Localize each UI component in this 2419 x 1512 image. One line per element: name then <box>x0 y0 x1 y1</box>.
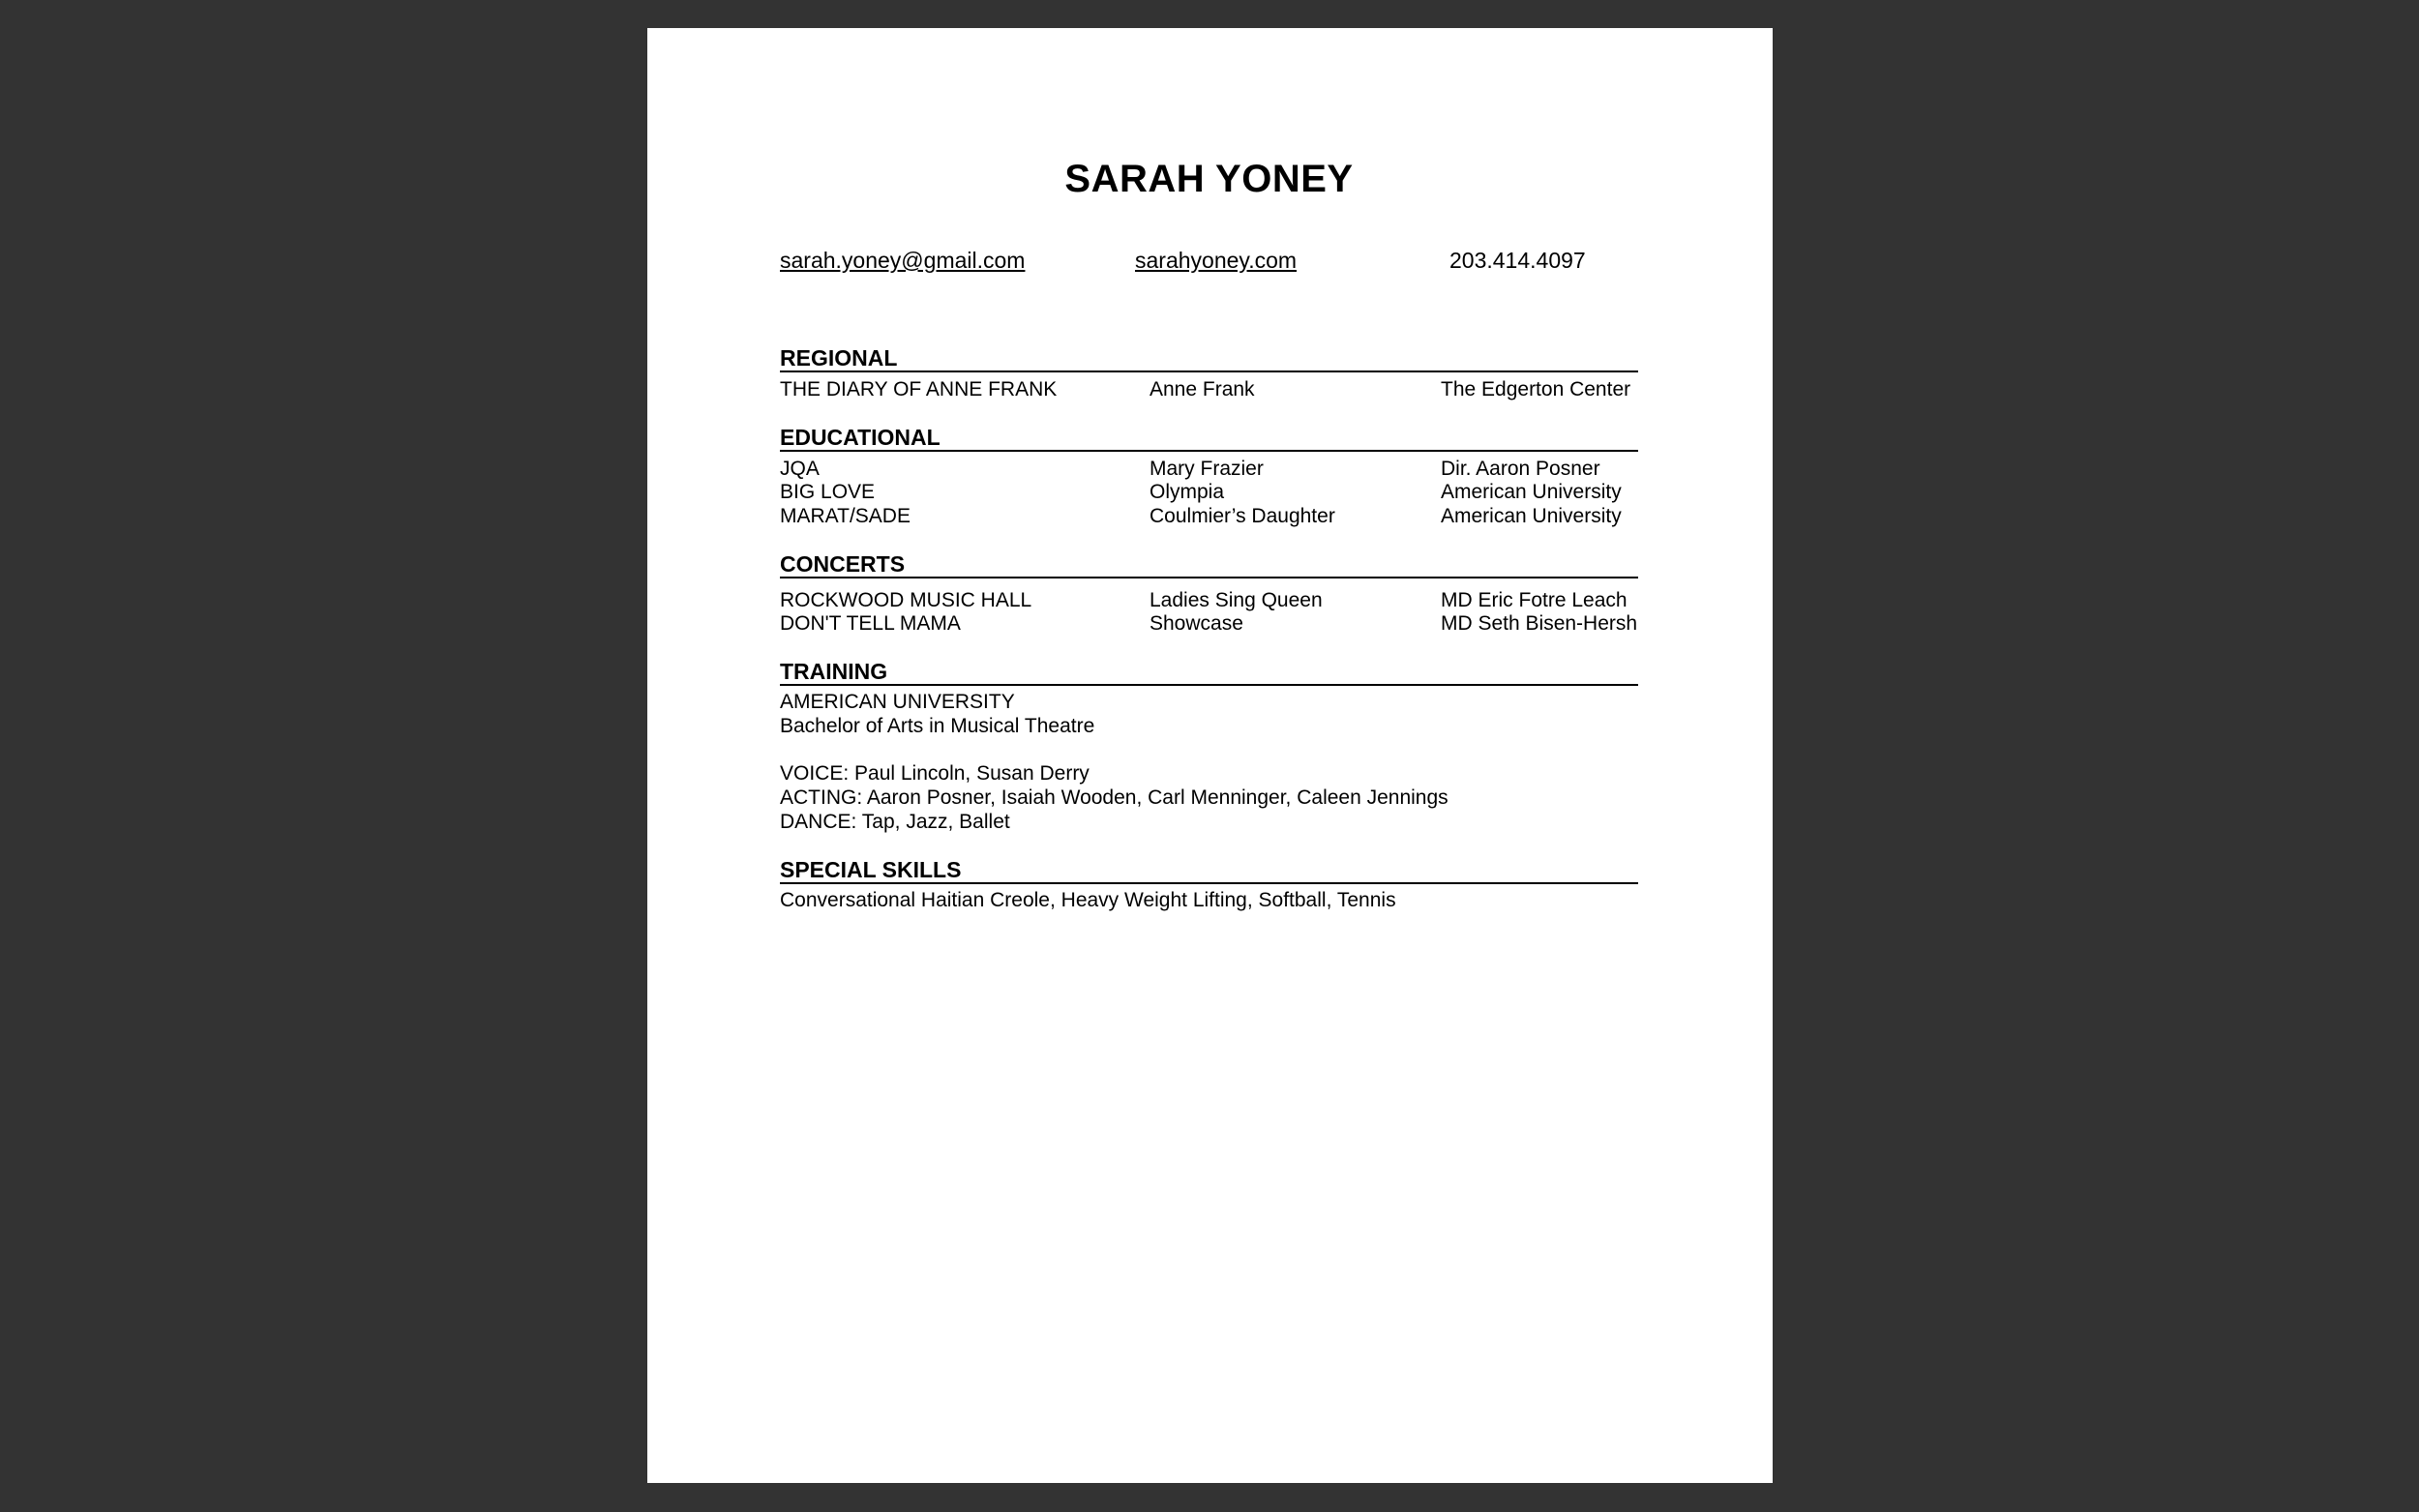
credit-role: Ladies Sing Queen <box>1150 589 1323 611</box>
credit-venue: American University <box>1441 481 1622 503</box>
training-degree: Bachelor of Arts in Musical Theatre <box>780 715 1095 737</box>
training-acting: ACTING: Aaron Posner, Isaiah Wooden, Carl Menninger, Caleen Jennings <box>780 786 1448 809</box>
resume-page <box>647 28 1773 1483</box>
credit-role: Showcase <box>1150 612 1243 635</box>
credit-show: THE DIARY OF ANNE FRANK <box>780 378 1058 400</box>
credit-show: DON'T TELL MAMA <box>780 612 961 635</box>
credit-show: JQA <box>780 458 820 480</box>
section-header-concerts: CONCERTS <box>780 553 1638 578</box>
credit-row <box>780 480 1638 504</box>
resume-name: SARAH YONEY <box>1064 158 1354 200</box>
email-link[interactable]: sarah.yoney@gmail.com <box>780 248 1026 273</box>
training-voice: VOICE: Paul Lincoln, Susan Derry <box>780 762 1090 785</box>
credit-role: Anne Frank <box>1150 378 1255 400</box>
credit-row <box>780 588 1638 612</box>
training-dance: DANCE: Tap, Jazz, Ballet <box>780 811 1010 833</box>
phone-number: 203.414.4097 <box>1449 248 1586 273</box>
credit-show: MARAT/SADE <box>780 505 911 527</box>
section-header-regional: REGIONAL <box>780 347 1638 372</box>
credit-row <box>780 377 1638 401</box>
credit-venue: American University <box>1441 505 1622 527</box>
credit-venue: MD Seth Bisen-Hersh <box>1441 612 1638 635</box>
credit-show: BIG LOVE <box>780 481 876 503</box>
credit-role: Mary Frazier <box>1150 458 1264 480</box>
section-header-educational: EDUCATIONAL <box>780 427 1638 452</box>
training-school: AMERICAN UNIVERSITY <box>780 691 1015 713</box>
credit-row <box>780 611 1638 636</box>
credit-row <box>780 504 1638 528</box>
credit-venue: MD Eric Fotre Leach <box>1441 589 1628 611</box>
section-header-special-skills: SPECIAL SKILLS <box>780 859 1638 884</box>
credit-role: Olympia <box>1150 481 1225 503</box>
credit-row <box>780 457 1638 481</box>
website-link[interactable]: sarahyoney.com <box>1135 248 1298 273</box>
special-skills-text: Conversational Haitian Creole, Heavy Weight Lifting, Softball, Tennis <box>780 889 1396 911</box>
credit-show: ROCKWOOD MUSIC HALL <box>780 589 1032 611</box>
credit-venue: Dir. Aaron Posner <box>1441 458 1600 480</box>
section-header-training: TRAINING <box>780 661 1638 686</box>
credit-venue: The Edgerton Center <box>1441 378 1631 400</box>
credit-role: Coulmier’s Daughter <box>1150 505 1335 527</box>
